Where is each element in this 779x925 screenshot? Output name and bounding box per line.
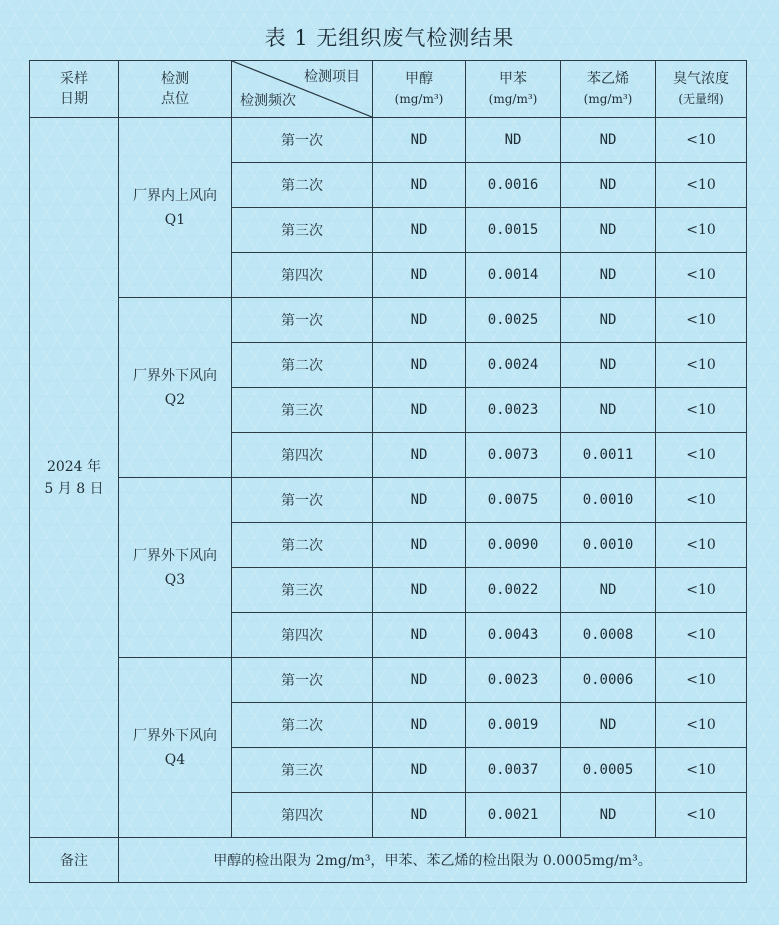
odor-value: <10 — [656, 388, 747, 433]
point-code: Q3 — [164, 571, 186, 588]
toluene-value: 0.0014 — [466, 253, 561, 298]
styrene-value: 0.0010 — [561, 523, 656, 568]
odor-value: <10 — [656, 478, 747, 523]
methanol-value: ND — [373, 568, 466, 613]
table-row — [30, 298, 747, 343]
odor-value: <10 — [656, 658, 747, 703]
odor-value: <10 — [656, 298, 747, 343]
methanol-value: ND — [373, 748, 466, 793]
header-sampling-date-line1: 采样 — [60, 71, 88, 87]
header-methanol-label: 甲醇 — [405, 71, 433, 87]
sampling-date-cell — [30, 118, 119, 838]
header-odor-unit: (无量纲) — [678, 92, 724, 106]
styrene-value: 0.0010 — [561, 478, 656, 523]
odor-value: <10 — [656, 343, 747, 388]
frequency-cell: 第四次 — [232, 253, 373, 298]
styrene-value: ND — [561, 568, 656, 613]
header-methanol — [373, 61, 466, 118]
point-cell-q3 — [119, 478, 232, 658]
frequency-cell: 第一次 — [232, 478, 373, 523]
header-point-line2: 点位 — [161, 91, 189, 107]
styrene-value: ND — [561, 343, 656, 388]
frequency-cell: 第三次 — [232, 208, 373, 253]
methanol-value: ND — [373, 703, 466, 748]
table-row — [30, 658, 747, 703]
frequency-cell: 第四次 — [232, 793, 373, 838]
odor-value: <10 — [656, 568, 747, 613]
styrene-value: 0.0005 — [561, 748, 656, 793]
odor-value: <10 — [656, 208, 747, 253]
frequency-cell: 第二次 — [232, 163, 373, 208]
toluene-value: 0.0019 — [466, 703, 561, 748]
styrene-value: ND — [561, 298, 656, 343]
toluene-value: 0.0023 — [466, 658, 561, 703]
point-cell-q4 — [119, 658, 232, 838]
point-name: 厂界内上风向 — [133, 187, 217, 204]
frequency-cell: 第一次 — [232, 118, 373, 163]
header-sampling-date-line2: 日期 — [60, 91, 88, 107]
toluene-value: 0.0021 — [466, 793, 561, 838]
odor-value: <10 — [656, 163, 747, 208]
toluene-value: 0.0016 — [466, 163, 561, 208]
toluene-value: 0.0043 — [466, 613, 561, 658]
styrene-value: ND — [561, 793, 656, 838]
styrene-value: ND — [561, 253, 656, 298]
styrene-value: ND — [561, 163, 656, 208]
table-row — [30, 478, 747, 523]
header-toluene-label: 甲苯 — [499, 71, 527, 87]
point-code: Q1 — [164, 211, 186, 228]
methanol-value: ND — [373, 658, 466, 703]
point-code: Q2 — [164, 391, 186, 408]
point-cell-q1 — [119, 118, 232, 298]
page-title: 表 1 无组织废气检测结果 — [264, 26, 515, 50]
toluene-value: 0.0023 — [466, 388, 561, 433]
header-diagonal-cell — [232, 61, 373, 118]
remark-text: 甲醇的检出限为 2mg/m³，甲苯、苯乙烯的检出限为 0.0005mg/m³。 — [119, 838, 747, 883]
toluene-value: 0.0073 — [466, 433, 561, 478]
header-row — [30, 61, 747, 118]
styrene-value: ND — [561, 388, 656, 433]
odor-value: <10 — [656, 118, 747, 163]
table-row — [30, 118, 747, 163]
odor-value: <10 — [656, 703, 747, 748]
results-table — [29, 60, 747, 883]
header-styrene-unit: (mg/m³) — [583, 92, 633, 106]
styrene-value: ND — [561, 118, 656, 163]
header-item-label: 检测项目 — [304, 69, 360, 85]
frequency-cell: 第三次 — [232, 748, 373, 793]
odor-value: <10 — [656, 793, 747, 838]
styrene-value: ND — [561, 208, 656, 253]
methanol-value: ND — [373, 343, 466, 388]
toluene-value: 0.0090 — [466, 523, 561, 568]
frequency-cell: 第三次 — [232, 388, 373, 433]
methanol-value: ND — [373, 163, 466, 208]
frequency-cell: 第二次 — [232, 703, 373, 748]
methanol-value: ND — [373, 793, 466, 838]
header-methanol-unit: (mg/m³) — [394, 92, 444, 106]
frequency-cell: 第一次 — [232, 298, 373, 343]
toluene-value: 0.0037 — [466, 748, 561, 793]
header-styrene-label: 苯乙烯 — [587, 71, 629, 87]
methanol-value: ND — [373, 523, 466, 568]
styrene-value: 0.0011 — [561, 433, 656, 478]
point-cell-q2 — [119, 298, 232, 478]
methanol-value: ND — [373, 613, 466, 658]
methanol-value: ND — [373, 388, 466, 433]
remark-label: 备注 — [30, 838, 119, 883]
header-frequency-label: 检测频次 — [240, 93, 296, 109]
toluene-value: ND — [466, 118, 561, 163]
header-toluene-unit: (mg/m³) — [488, 92, 538, 106]
odor-value: <10 — [656, 253, 747, 298]
frequency-cell: 第一次 — [232, 658, 373, 703]
header-styrene — [561, 61, 656, 118]
frequency-cell: 第二次 — [232, 523, 373, 568]
point-name: 厂界外下风向 — [133, 547, 217, 564]
odor-value: <10 — [656, 433, 747, 478]
toluene-value: 0.0022 — [466, 568, 561, 613]
point-name: 厂界外下风向 — [133, 367, 217, 384]
remark-row — [30, 838, 747, 883]
odor-value: <10 — [656, 523, 747, 568]
header-sampling-date — [30, 61, 119, 118]
styrene-value: 0.0006 — [561, 658, 656, 703]
sampling-date-line2: 5 月 8 日 — [44, 480, 104, 497]
methanol-value: ND — [373, 253, 466, 298]
header-point — [119, 61, 232, 118]
styrene-value: 0.0008 — [561, 613, 656, 658]
frequency-cell: 第四次 — [232, 613, 373, 658]
methanol-value: ND — [373, 478, 466, 523]
methanol-value: ND — [373, 433, 466, 478]
odor-value: <10 — [656, 613, 747, 658]
header-odor-label: 臭气浓度 — [673, 71, 729, 87]
header-point-line1: 检测 — [161, 71, 189, 87]
styrene-value: ND — [561, 703, 656, 748]
frequency-cell: 第三次 — [232, 568, 373, 613]
toluene-value: 0.0075 — [466, 478, 561, 523]
sampling-date-line1: 2024 年 — [46, 458, 102, 475]
header-odor — [656, 61, 747, 118]
frequency-cell: 第二次 — [232, 343, 373, 388]
frequency-cell: 第四次 — [232, 433, 373, 478]
toluene-value: 0.0025 — [466, 298, 561, 343]
odor-value: <10 — [656, 748, 747, 793]
methanol-value: ND — [373, 208, 466, 253]
point-code: Q4 — [164, 751, 186, 768]
point-name: 厂界外下风向 — [133, 727, 217, 744]
header-toluene — [466, 61, 561, 118]
toluene-value: 0.0024 — [466, 343, 561, 388]
toluene-value: 0.0015 — [466, 208, 561, 253]
methanol-value: ND — [373, 118, 466, 163]
methanol-value: ND — [373, 298, 466, 343]
